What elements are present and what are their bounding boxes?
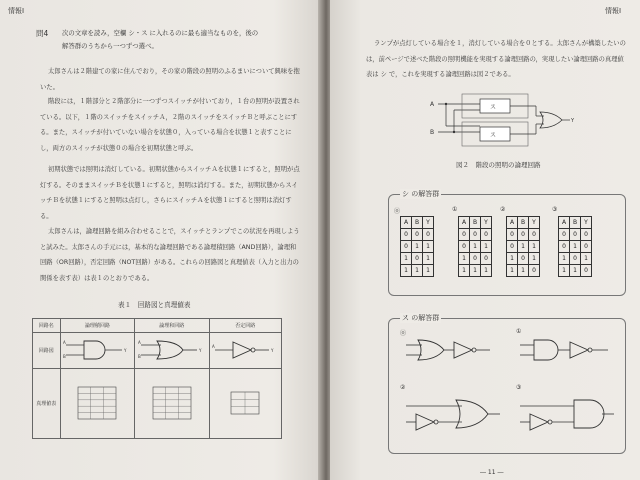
truth-cell: 0 (570, 229, 581, 241)
question-line-1: 次の文章を読み，空欄 シ・ス に入れるのに最も適当なものを，後の (62, 29, 259, 37)
paragraph-4: 太郎さんは，論理回路を組み合わせることで，スイッチとランプでこの状況を再現しようと試みた。太郎さんの手元には，基本的な論理回路である論理積回路（AND回路），論理和回路（OR回路），否定回路（NOT回路）がある。これらの回路図と真理値表（入力と出力の関係を表す表）は表１のとおりである。 (40, 228, 300, 282)
circuit-input-b: B (430, 129, 435, 136)
truth-cell: 1 (559, 265, 570, 277)
truth-cell: 0 (581, 229, 592, 241)
su-option-3-not-and-icon (518, 394, 618, 436)
truth-header-cell: A (507, 217, 518, 229)
truth-cell: 0 (570, 253, 581, 265)
not-truth-cell (209, 369, 281, 439)
right-header: 情報Ⅰ (605, 7, 622, 15)
truth-option-1-table[interactable] (458, 216, 492, 277)
truth-cell: 1 (412, 265, 423, 277)
table-header-or: 論理和回路 (135, 319, 209, 333)
truth-header-cell: A (401, 217, 412, 229)
truth-cell: 1 (559, 253, 570, 265)
table-header-and: 論理積回路 (60, 319, 134, 333)
svg-text:Y: Y (271, 347, 274, 353)
truth-cell: 0 (423, 229, 434, 241)
svg-text:A: A (63, 339, 67, 345)
truth-header-cell: A (559, 217, 570, 229)
circuit-box-lower: ス (490, 132, 497, 139)
or-truth-table (152, 386, 192, 420)
truth-cell: 0 (581, 265, 592, 277)
su-option-1-num: ① (516, 328, 522, 335)
circuit-table (32, 318, 282, 439)
table-header-name: 回路名 (33, 319, 61, 333)
paragraph-3: 初期状態では照明は消灯している。初期状態からスイッチＡを状態１にすると，照明が点灯する。そのままスイッチＢを状態１にすると，照明は消灯する。また，初期状態からスイッチＢを状態１にすると照明は点灯し，さらにスイッチＡを状態１にすると照明は消灯する。 (40, 166, 300, 220)
truth-cell: 1 (470, 241, 481, 253)
truth-cell: 0 (481, 229, 492, 241)
truth-option-3-num: ③ (552, 206, 558, 213)
truth-header-cell: B (412, 217, 423, 229)
paragraph-2: 階段には，１階部分と２階部分に一つずつスイッチが付いており，１台の照明が設置されている。以下，１階のスイッチをスイッチＡ，２階のスイッチをスイッチＢと呼ぶことにする。また，スイッチが付いていない場合を状態０，入っている場合を状態１と表すことにし，両方のスイッチが状態０の場合を初期状態と呼ぶ。 (40, 98, 300, 152)
truth-option-2-num: ② (500, 206, 506, 213)
truth-cell: 0 (459, 229, 470, 241)
truth-cell: 1 (470, 265, 481, 277)
truth-option-0-table[interactable] (400, 216, 434, 277)
right-page (330, 0, 640, 480)
or-truth-cell (135, 369, 209, 439)
truth-header-cell: Y (529, 217, 540, 229)
question-number: 問4 (36, 29, 49, 38)
truth-option-0-num: ⓪ (394, 208, 401, 215)
truth-header-cell: B (470, 217, 481, 229)
page-number: ― 11 ― (480, 469, 504, 476)
su-option-2-not-or-icon (404, 394, 504, 436)
truth-cell: 1 (401, 265, 412, 277)
truth-cell: 0 (459, 241, 470, 253)
row-label-diagram: 回路図 (33, 333, 61, 369)
or-gate-icon (137, 335, 207, 365)
truth-cell: 1 (423, 241, 434, 253)
circuit-output-y: Y (571, 118, 575, 124)
truth-cell: 1 (518, 241, 529, 253)
truth-cell: 1 (507, 265, 518, 277)
question-line-2: 解答群のうちから一つずつ選べ。 (62, 42, 158, 50)
svg-text:B: B (63, 353, 67, 359)
su-option-0-or-not-icon (404, 334, 494, 368)
su-answer-label: ス の解答群 (402, 314, 440, 322)
su-option-3-num: ③ (516, 384, 522, 391)
truth-cell: 0 (529, 265, 540, 277)
truth-header-cell: B (518, 217, 529, 229)
table-header-not: 否定回路 (209, 319, 281, 333)
truth-header-cell: B (570, 217, 581, 229)
svg-text:A: A (212, 343, 215, 349)
truth-cell: 1 (423, 265, 434, 277)
and-gate-cell (60, 333, 134, 369)
truth-cell: 0 (401, 229, 412, 241)
not-gate-cell (209, 333, 281, 369)
paragraph-1: 太郎さんは２階建ての家に住んでおり，その家の階段の照明のふるまいについて興味を抱いた。 (40, 68, 300, 91)
su-option-0-num: ⓪ (400, 330, 407, 337)
truth-option-3-table[interactable] (558, 216, 592, 277)
circuit-input-a: A (430, 101, 435, 108)
truth-cell: 1 (529, 241, 540, 253)
truth-cell: 1 (401, 253, 412, 265)
right-paragraph: ランプが点灯している場合を１，消灯している場合を０とする。太郎さんが構築したいのは，前ページで述べた階段の照明機能を実現する論理回路の，実現したい論理回路の真理値表は シ で，これを実現する論理回路は図２である。 (366, 40, 626, 78)
shi-answer-label: シ の解答群 (402, 190, 440, 198)
truth-cell: 1 (518, 265, 529, 277)
truth-cell: 0 (470, 229, 481, 241)
truth-cell: 1 (570, 265, 581, 277)
truth-cell: 1 (581, 253, 592, 265)
not-truth-table (230, 391, 260, 415)
truth-cell: 0 (412, 229, 423, 241)
left-header: 情報Ⅰ (8, 7, 25, 15)
truth-cell: 0 (507, 229, 518, 241)
svg-text:A: A (137, 339, 141, 345)
truth-cell: 0 (559, 229, 570, 241)
truth-cell: 0 (412, 253, 423, 265)
truth-header-cell: Y (581, 217, 592, 229)
truth-option-1-num: ① (452, 206, 458, 213)
and-gate-icon (62, 335, 132, 365)
truth-cell: 1 (570, 241, 581, 253)
truth-header-cell: A (459, 217, 470, 229)
truth-cell: 0 (518, 253, 529, 265)
truth-cell: 1 (481, 241, 492, 253)
truth-header-cell: Y (481, 217, 492, 229)
row-label-truth: 真理値表 (33, 369, 61, 439)
figure-2-circuit (428, 92, 578, 150)
and-truth-cell (60, 369, 134, 439)
truth-cell: 0 (559, 241, 570, 253)
svg-text:Y: Y (124, 347, 127, 353)
truth-cell: 1 (423, 253, 434, 265)
truth-cell: 0 (481, 253, 492, 265)
truth-cell: 0 (518, 229, 529, 241)
and-truth-table (77, 386, 117, 420)
truth-cell: 0 (581, 241, 592, 253)
truth-cell: 0 (507, 241, 518, 253)
truth-cell: 0 (470, 253, 481, 265)
su-option-2-num: ② (400, 384, 406, 391)
figure-caption: 図２ 階段の照明の論理回路 (456, 161, 541, 169)
truth-cell: 1 (529, 253, 540, 265)
svg-text:B: B (137, 353, 141, 359)
truth-cell: 1 (459, 265, 470, 277)
truth-cell: 1 (481, 265, 492, 277)
su-option-1-and-not-icon (518, 334, 612, 368)
table-caption: 表１ 回路図と真理値表 (118, 301, 191, 309)
truth-cell: 1 (507, 253, 518, 265)
circuit-box-upper: ス (490, 104, 497, 111)
svg-text:Y: Y (198, 347, 202, 353)
truth-option-2-table[interactable] (506, 216, 540, 277)
truth-header-cell: Y (423, 217, 434, 229)
truth-cell: 0 (401, 241, 412, 253)
truth-cell: 1 (412, 241, 423, 253)
not-gate-icon (211, 335, 279, 365)
or-gate-cell (135, 333, 209, 369)
truth-cell: 1 (459, 253, 470, 265)
truth-cell: 0 (529, 229, 540, 241)
